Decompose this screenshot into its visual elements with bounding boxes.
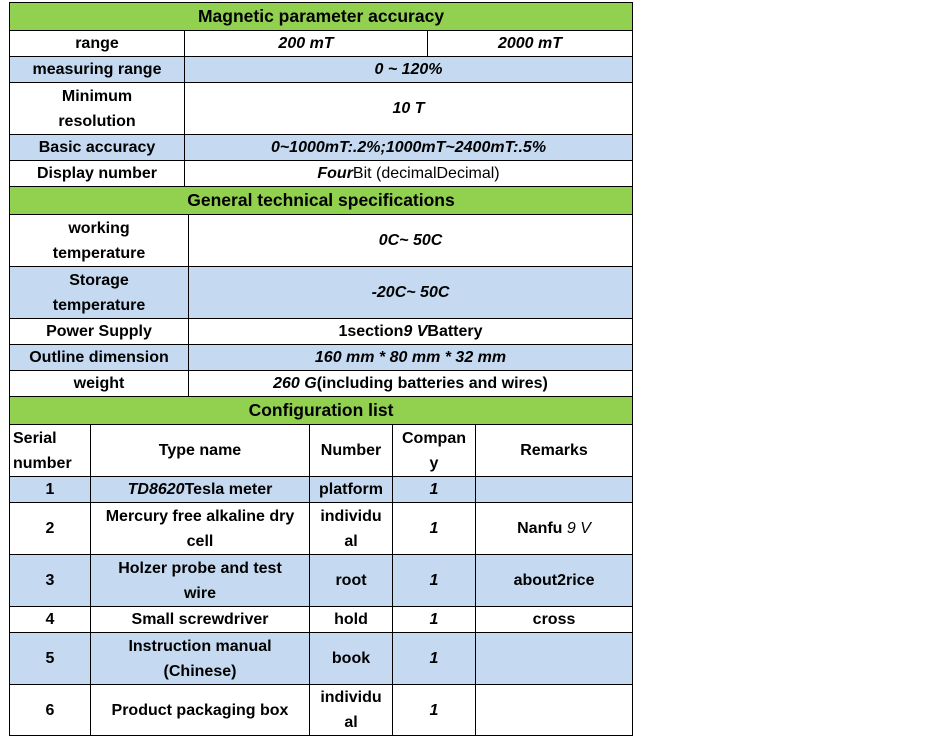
serial-number-header: Serial number [10, 425, 91, 477]
type-cell: TD8620Tesla meter [91, 477, 310, 503]
display-number-value: FourBit (decimalDecimal) [185, 161, 633, 187]
range-row [10, 31, 633, 57]
display-number-label: Display number [10, 161, 185, 187]
working-temperature-label: working temperature [10, 215, 189, 267]
measuring-range-label: measuring range [10, 57, 185, 83]
company-cell: 1 [393, 477, 476, 503]
weight-label: weight [10, 371, 189, 397]
remarks-cell: about2rice [476, 555, 633, 607]
number-header: Number [310, 425, 393, 477]
general-specs-table [9, 186, 633, 397]
display-number-row [10, 161, 633, 187]
table-row [10, 477, 633, 503]
table-row [10, 503, 633, 555]
type-cell: Instruction manual (Chinese) [91, 633, 310, 685]
type-name-header: Type name [91, 425, 310, 477]
company-cell: 1 [393, 555, 476, 607]
number-cell: individu al [310, 503, 393, 555]
min-resolution-value: 10 T [185, 83, 633, 135]
measuring-range-value: 0 ~ 120% [185, 57, 633, 83]
section-header [10, 187, 633, 215]
power-supply-value: 1section9 VBattery [189, 319, 633, 345]
outline-dimension-row [10, 345, 633, 371]
table-row [10, 555, 633, 607]
type-cell: Small screwdriver [91, 607, 310, 633]
configuration-list-table [9, 396, 633, 736]
company-cell: 1 [393, 633, 476, 685]
company-cell: 1 [393, 607, 476, 633]
spec-sheet [9, 2, 632, 736]
section-header [10, 3, 633, 31]
storage-temperature-label: Storage temperature [10, 267, 189, 319]
range-2000-value: 2000 mT [428, 31, 633, 57]
measuring-range-row [10, 57, 633, 83]
serial-cell: 3 [10, 555, 91, 607]
section-title: Magnetic parameter accuracy [10, 3, 633, 31]
weight-value: 260 G(including batteries and wires) [189, 371, 633, 397]
range-200-value: 200 mT [185, 31, 428, 57]
basic-accuracy-row [10, 135, 633, 161]
section-header [10, 397, 633, 425]
section-title: General technical specifications [10, 187, 633, 215]
power-supply-row [10, 319, 633, 345]
config-header-row [10, 425, 633, 477]
number-cell: root [310, 555, 393, 607]
type-cell: Mercury free alkaline dry cell [91, 503, 310, 555]
storage-temperature-row [10, 267, 633, 319]
remarks-cell: cross [476, 607, 633, 633]
table-row [10, 685, 633, 736]
type-cell: Product packaging box [91, 685, 310, 736]
power-supply-label: Power Supply [10, 319, 189, 345]
magnetic-accuracy-table [9, 2, 633, 187]
outline-dimension-value: 160 mm * 80 mm * 32 mm [189, 345, 633, 371]
number-cell: platform [310, 477, 393, 503]
company-header: Compan y [393, 425, 476, 477]
company-cell: 1 [393, 685, 476, 736]
range-label: range [10, 31, 185, 57]
type-cell: Holzer probe and test wire [91, 555, 310, 607]
remarks-cell: Nanfu 9 V [476, 503, 633, 555]
remarks-cell [476, 477, 633, 503]
working-temperature-value: 0C~ 50C [189, 215, 633, 267]
number-cell: book [310, 633, 393, 685]
working-temperature-row [10, 215, 633, 267]
table-row [10, 607, 633, 633]
storage-temperature-value: -20C~ 50C [189, 267, 633, 319]
company-cell: 1 [393, 503, 476, 555]
number-cell: hold [310, 607, 393, 633]
table-row [10, 633, 633, 685]
remarks-header: Remarks [476, 425, 633, 477]
basic-accuracy-value: 0~1000mT:.2%;1000mT~2400mT:.5% [185, 135, 633, 161]
remarks-cell [476, 685, 633, 736]
section-title: Configuration list [10, 397, 633, 425]
min-resolution-row [10, 83, 633, 135]
number-cell: individu al [310, 685, 393, 736]
serial-cell: 6 [10, 685, 91, 736]
serial-cell: 5 [10, 633, 91, 685]
serial-cell: 4 [10, 607, 91, 633]
basic-accuracy-label: Basic accuracy [10, 135, 185, 161]
serial-cell: 1 [10, 477, 91, 503]
serial-cell: 2 [10, 503, 91, 555]
weight-row [10, 371, 633, 397]
remarks-cell [476, 633, 633, 685]
outline-dimension-label: Outline dimension [10, 345, 189, 371]
min-resolution-label: Minimum resolution [10, 83, 185, 135]
